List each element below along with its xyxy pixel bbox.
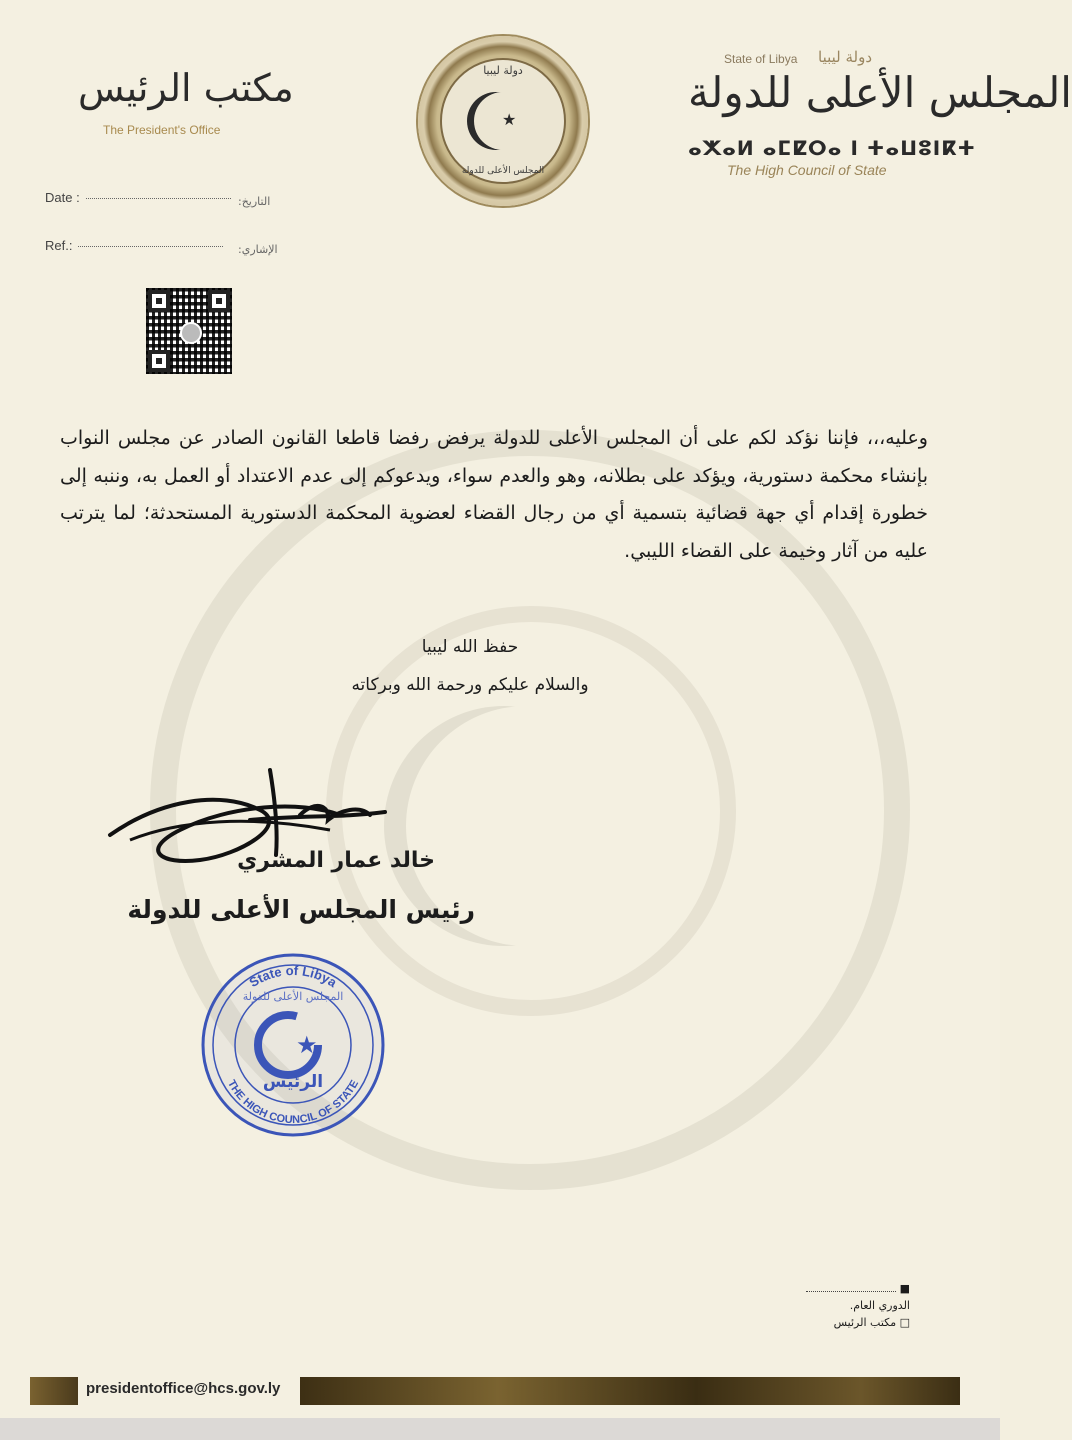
council-emblem <box>418 36 588 206</box>
distribution-dotted-line: ■ <box>680 1280 910 1297</box>
footer-bar-right <box>300 1377 960 1405</box>
qr-finder-top-right <box>208 290 230 312</box>
closing-line-2: والسلام عليكم ورحمة الله وبركاته <box>351 675 589 695</box>
qr-code <box>146 288 232 374</box>
state-name-english: State of Libya <box>724 52 798 66</box>
qr-finder-top-left <box>148 290 170 312</box>
distribution-item-2-label: مكتب الرئيس <box>833 1316 897 1329</box>
ref-label-arabic: الإشاري: <box>238 243 278 256</box>
stamp-star-icon: ★ <box>296 1031 318 1059</box>
stamp-graphic <box>198 950 388 1140</box>
stamp-arc-top: State of Libya <box>246 962 340 991</box>
ref-label: Ref.: <box>45 238 73 253</box>
council-logo-arabic: المجلس الأعلى للدولة <box>688 68 1072 117</box>
stamp-inner-text: المجلس الأعلى للدولة <box>242 990 344 1003</box>
qr-center-logo <box>180 322 202 344</box>
footer-bar-left <box>30 1377 78 1405</box>
letter-body: وعليه،،، فإننا نؤكد لكم على أن المجلس الأعلى للدولة يرفض رفضا قاطعا القانون الصادر عن مجلس النواب بإنشاء محكمة دستورية، ويؤكد على بطلانه، وهو والعدم سواء، ويدعوكم إلى عدم الاعتداد أو العمل به، وننبه إلى خطورة إقدام أي جهة قضائية بتسمية أي من رجال القضاء لعضوية المحكمة الدستورية المستحدثة؛ لما يترتب عليه من آثار وخيمة على القضاء الليبي. <box>60 427 928 562</box>
closing <box>300 628 640 704</box>
emblem-text-bottom: المجلس الأعلى للدولة <box>461 166 545 176</box>
scan-bottom-edge <box>0 1418 1000 1440</box>
office-logo-arabic: مكتب الرئيس <box>78 66 294 110</box>
stamp-label: الرئيس <box>262 1072 324 1092</box>
date-dotted-line <box>86 198 231 199</box>
official-stamp <box>198 950 388 1140</box>
closing-line-1: حفظ الله ليبيا <box>421 637 519 657</box>
ref-field <box>45 238 223 253</box>
signatory-name: خالد عمار المشري <box>237 848 435 873</box>
ref-dotted-line <box>78 246 223 247</box>
emblem-text-top: دولة ليبيا <box>483 64 523 77</box>
distribution-item-2: □ مكتب الرئيس <box>833 1316 910 1329</box>
council-logo-tifinagh: ⴰⵅⴰⵍ ⴰⵎⵇⵔⴰ ⵏ ⵜⴰⵡⵓⵏⴽⵜ <box>688 136 976 160</box>
distribution-list <box>680 1280 910 1331</box>
star-icon: ★ <box>502 110 517 129</box>
date-label: Date : <box>45 190 80 205</box>
signatory-title: رئيس المجلس الأعلى للدولة <box>127 895 475 924</box>
stamp-arc-bottom: THE HIGH COUNCIL OF STATE <box>224 1078 362 1127</box>
footer-email[interactable]: presidentoffice@hcs.gov.ly <box>86 1380 281 1397</box>
distribution-item-1: الدوري العام. <box>849 1299 910 1312</box>
council-logo-english: The High Council of State <box>727 162 887 178</box>
date-field <box>45 190 231 205</box>
state-name-arabic: دولة ليبيا <box>818 48 873 66</box>
office-logo-english: The President's Office <box>103 123 221 137</box>
qr-finder-bottom-left <box>148 350 170 372</box>
date-label-arabic: التاريخ: <box>238 195 271 208</box>
